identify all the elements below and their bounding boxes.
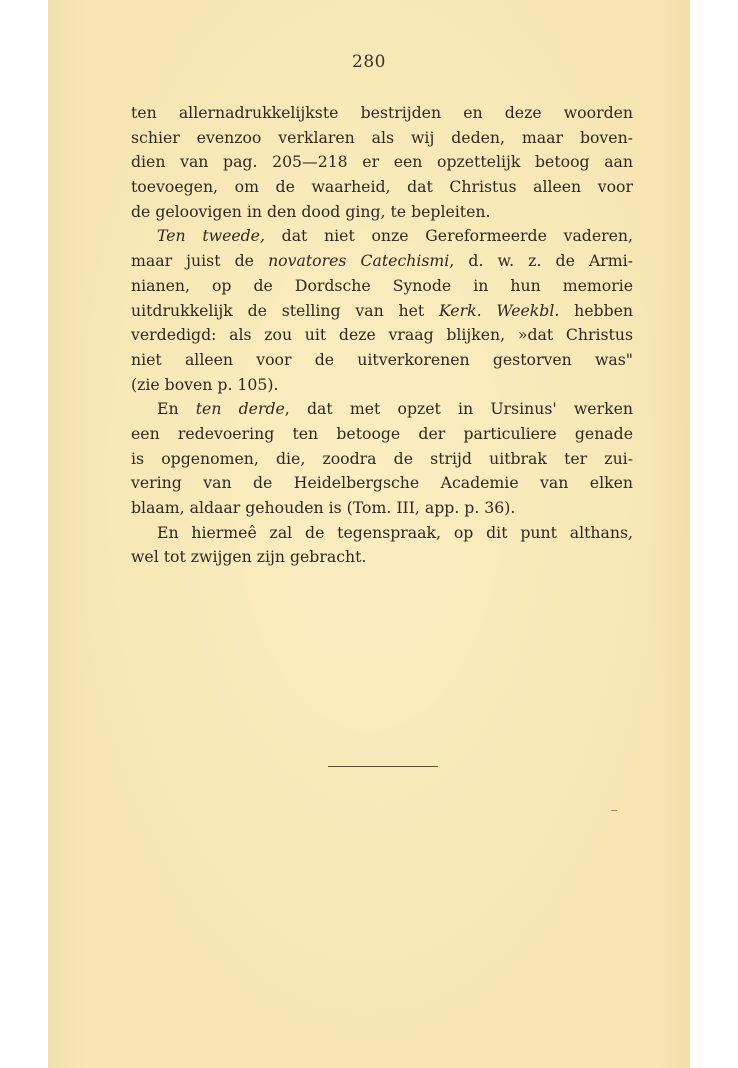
- paper-mark: [611, 810, 617, 811]
- text-line: blaam, aldaar gehouden is (Tom. III, app. p. 36).: [131, 498, 516, 517]
- text-run: maar juist de: [131, 251, 269, 271]
- section-divider: [328, 766, 438, 767]
- text-run: , dat met opzet in Ursinus' werken: [284, 399, 633, 419]
- text-run: hebben: [559, 300, 633, 320]
- emphasis-text: Ten tweede,: [157, 226, 265, 246]
- text-line: wel tot zwijgen zijn gebracht.: [131, 547, 367, 567]
- book-page: [48, 0, 690, 1068]
- emphasis-text: novatores Catechismi: [268, 251, 450, 271]
- page-body: [131, 101, 633, 570]
- paragraph-2: [131, 224, 633, 397]
- text-line: niet alleen voor de uitverkorenen gestorven was": [131, 349, 633, 369]
- page-number: 280: [352, 52, 386, 72]
- text-line: [131, 224, 633, 249]
- text-line: toevoegen, om de waarheid, dat Christus alleen voor: [131, 177, 633, 197]
- text-line: verdedigd: als zou uit deze vraag blijken, »dat Christus: [131, 325, 633, 345]
- paragraph-4: [131, 521, 633, 570]
- text-line: [131, 249, 633, 274]
- text-line: nianen, op de Dordsche Synode in hun memorie: [131, 275, 633, 295]
- text-line: (zie boven p. 105).: [131, 374, 279, 394]
- text-run: uitdrukkelijk de stelling van het: [131, 300, 439, 320]
- emphasis-text: Kerk. Weekbl.: [438, 300, 560, 320]
- emphasis-text: ten derde: [195, 399, 285, 419]
- text-run: dat niet onze Gereformeerde vaderen,: [264, 226, 634, 246]
- text-line: de geloovigen in den dood ging, te bepleiten.: [131, 201, 491, 221]
- text-line: schier evenzoo verklaren als wij deden, maar boven-: [131, 127, 633, 147]
- text-line: vering van de Heidelbergsche Academie van elken: [131, 473, 633, 493]
- paragraph-1: [131, 101, 633, 224]
- text-line: dien van pag. 205—218 er een opzettelijk betoog aan: [131, 152, 633, 172]
- text-line: En hiermeê zal de tegenspraak, op dit punt althans,: [157, 522, 633, 542]
- text-line: [131, 299, 633, 324]
- text-line: een redevoering ten betooge der particuliere genade: [131, 423, 633, 443]
- text-line: ten allernadrukkelijkste bestrijden en deze woorden: [131, 103, 633, 122]
- paragraph-3: [131, 397, 633, 520]
- text-run: En: [157, 399, 196, 419]
- text-line: [131, 397, 633, 422]
- text-line: is opgenomen, die, zoodra de strijd uitbrak ter zui-: [131, 448, 633, 468]
- text-run: , d. w. z. de Armi-: [449, 251, 633, 271]
